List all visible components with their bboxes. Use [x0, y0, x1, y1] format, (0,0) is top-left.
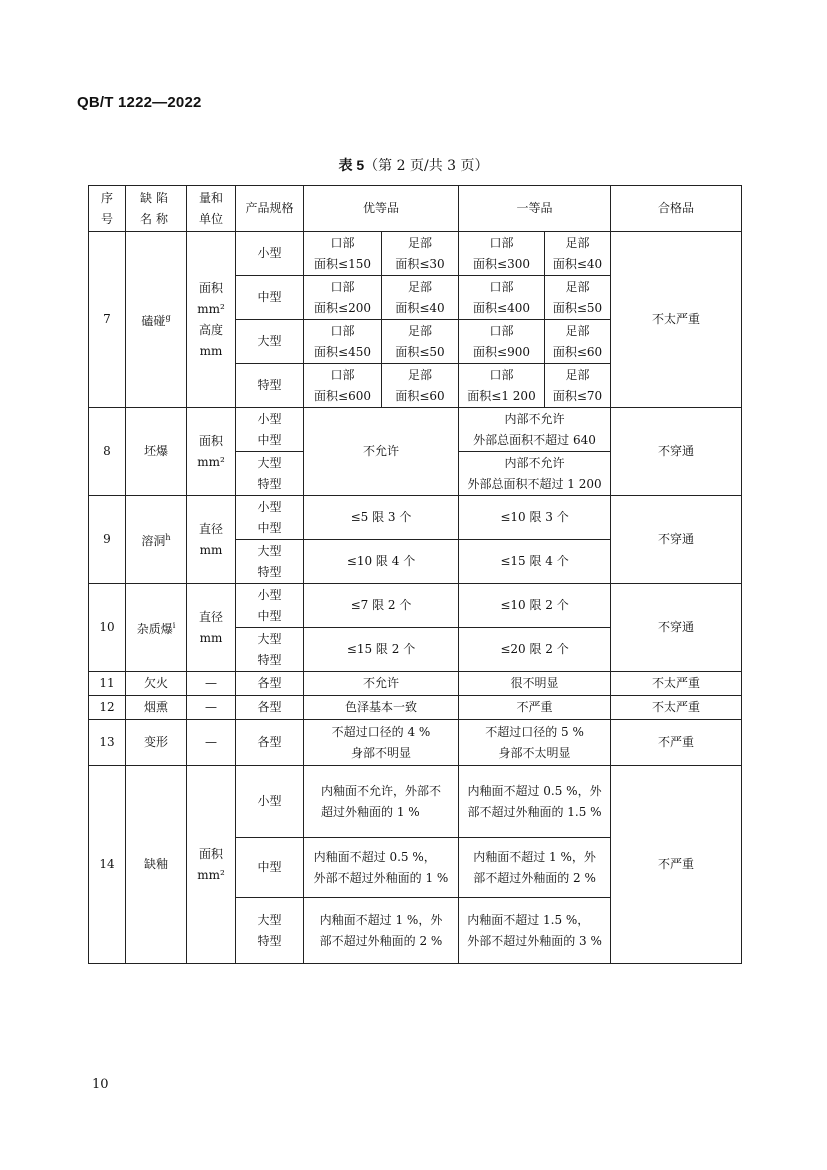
cell-line: 内釉面不超过 1 %，外 [473, 849, 596, 864]
cell-line: 面积≤450 [314, 344, 371, 359]
cell-line: 不超过口径的 4 % [331, 724, 431, 739]
row10-name-note: i [172, 621, 176, 630]
row13-seq: 13 [89, 720, 126, 766]
row10-unit [187, 584, 236, 672]
row14-unit [187, 766, 236, 964]
cell-line: 直径 [198, 609, 223, 624]
row14-medium-superior [304, 838, 459, 898]
cell-line: 足部 [408, 323, 433, 338]
row9-name-note: h [165, 533, 171, 542]
cell-line: 小型 [257, 587, 282, 602]
cell-line: 口部 [330, 323, 355, 338]
row10-superior-a: ≤7 限 2 个 [304, 584, 459, 628]
cell-line: 大型 [257, 543, 282, 558]
row7-spec-medium: 中型 [236, 276, 304, 320]
row14-name: 缺釉 [126, 766, 187, 964]
cell-line: 面积≤50 [395, 344, 445, 359]
row7-spec-large: 大型 [236, 320, 304, 364]
table-caption-page-info: （第 2 页/共 3 页） [364, 158, 489, 174]
cell-line: 特型 [257, 476, 282, 491]
cell-line: 外部总面积不超过 640 [473, 432, 596, 447]
row9-spec-a [236, 496, 304, 540]
row10-superior-b: ≤15 限 2 个 [304, 628, 459, 672]
header-first-class: 一等品 [459, 186, 611, 232]
cell-line: 口部 [489, 323, 514, 338]
cell-line: 内部不允许 [504, 411, 565, 426]
cell-line: 口部 [489, 367, 514, 382]
row14-large-superior [304, 898, 459, 964]
cell-line: mm² [197, 867, 225, 882]
cell-line: 直径 [198, 521, 223, 536]
cell-line: 特型 [257, 564, 282, 579]
row14-medium-first [459, 838, 611, 898]
row14-spec-small: 小型 [236, 766, 304, 838]
cell-line: 足部 [565, 323, 590, 338]
cell-line: 外部总面积不超过 1 200 [467, 476, 602, 491]
row7-medium-first-foot [545, 276, 611, 320]
cell-line: 面积≤400 [473, 300, 530, 315]
row7-name-note: g [165, 313, 171, 322]
table-row [89, 584, 742, 628]
cell-line: 身部不太明显 [498, 745, 571, 760]
cell-line: 面积≤40 [395, 300, 445, 315]
cell-line: 足部 [408, 279, 433, 294]
row11-name: 欠火 [126, 672, 187, 696]
row11-superior: 不允许 [304, 672, 459, 696]
row14-qualified: 不严重 [611, 766, 742, 964]
row10-spec-b [236, 628, 304, 672]
table-row [89, 496, 742, 540]
row7-spec-small: 小型 [236, 232, 304, 276]
row8-name: 坯爆 [126, 408, 187, 496]
row10-first-a: ≤10 限 2 个 [459, 584, 611, 628]
row8-superior: 不允许 [304, 408, 459, 496]
cell-line: 口部 [330, 279, 355, 294]
row7-name-text: 磕碰 [141, 314, 166, 328]
row7-unit-l2: mm² [197, 301, 225, 316]
cell-line: 口部 [330, 235, 355, 250]
cell-line: 面积≤300 [473, 256, 530, 271]
row12-unit: — [187, 696, 236, 720]
row7-special-sup-foot [382, 364, 459, 408]
row10-seq: 10 [89, 584, 126, 672]
cell-line: 面积≤60 [395, 388, 445, 403]
cell-line: 面积≤1 200 [467, 388, 536, 403]
row11-qualified: 不太严重 [611, 672, 742, 696]
row7-medium-sup-foot [382, 276, 459, 320]
table-caption [0, 155, 827, 175]
cell-line: mm² [197, 454, 225, 469]
row7-large-first-mouth [459, 320, 545, 364]
cell-line: 面积≤40 [552, 256, 603, 271]
row14-spec-large [236, 898, 304, 964]
cell-line: 部不超过外釉面的 1.5 % [467, 804, 602, 819]
row8-spec-b [236, 452, 304, 496]
row14-small-first [459, 766, 611, 838]
row7-unit-l1: 面积 [198, 280, 223, 295]
table-row [89, 720, 742, 766]
row7-unit-l3: 高度 [198, 322, 223, 337]
row7-small-sup-foot [382, 232, 459, 276]
cell-line: 足部 [408, 367, 433, 382]
row13-superior [304, 720, 459, 766]
header-seq: 序号 [89, 186, 126, 232]
row13-unit: — [187, 720, 236, 766]
row7-unit [187, 232, 236, 408]
row10-name-text: 杂质爆 [136, 622, 173, 636]
row12-qualified: 不太严重 [611, 696, 742, 720]
cell-line: 部不超过外釉面的 2 % [473, 870, 596, 885]
cell-line: 内釉面不超过 1 %，外 [319, 912, 443, 927]
row9-spec-b [236, 540, 304, 584]
row7-special-first-foot [545, 364, 611, 408]
header-defect-name: 缺陷名称 [126, 186, 187, 232]
row10-first-b: ≤20 限 2 个 [459, 628, 611, 672]
cell-line: 足部 [408, 235, 433, 250]
row7-medium-sup-mouth [304, 276, 382, 320]
row7-unit-l4: mm [199, 343, 223, 358]
cell-line: 面积≤50 [552, 300, 603, 315]
table-row [89, 696, 742, 720]
row10-spec-a [236, 584, 304, 628]
row13-qualified: 不严重 [611, 720, 742, 766]
row12-superior: 色泽基本一致 [304, 696, 459, 720]
standard-code: QB/T 1222—2022 [77, 94, 202, 111]
cell-line: 部不超过外釉面的 2 % [319, 933, 443, 948]
cell-line: 中型 [257, 520, 282, 535]
cell-line: 特型 [257, 652, 282, 667]
row14-small-superior [304, 766, 459, 838]
row7-name [126, 232, 187, 408]
row8-unit [187, 408, 236, 496]
defect-spec-table [88, 185, 742, 964]
cell-line: 中型 [257, 608, 282, 623]
cell-line: 面积 [198, 433, 223, 448]
cell-line: 不超过口径的 5 % [485, 724, 584, 739]
cell-line: 身部不明显 [351, 745, 412, 760]
row9-superior-b: ≤10 限 4 个 [304, 540, 459, 584]
row8-qualified: 不穿通 [611, 408, 742, 496]
table-row [89, 408, 742, 452]
header-unit: 量和单位 [187, 186, 236, 232]
cell-line: 特型 [257, 933, 282, 948]
cell-line: 大型 [257, 912, 282, 927]
row9-name-text: 溶洞 [141, 534, 166, 548]
row11-seq: 11 [89, 672, 126, 696]
row9-seq: 9 [89, 496, 126, 584]
row9-superior-a: ≤5 限 3 个 [304, 496, 459, 540]
row8-spec-a [236, 408, 304, 452]
cell-line: 面积≤60 [552, 344, 603, 359]
row7-small-first-mouth [459, 232, 545, 276]
row7-large-sup-foot [382, 320, 459, 364]
cell-line: 超过外釉面的 1 % [321, 804, 420, 819]
cell-line: 内釉面不超过 0.5 %，外 [467, 783, 602, 798]
row14-large-first [459, 898, 611, 964]
row12-name: 烟熏 [126, 696, 187, 720]
cell-line: 大型 [257, 455, 282, 470]
cell-line: 口部 [330, 367, 355, 382]
cell-line: 面积≤900 [473, 344, 530, 359]
row14-seq: 14 [89, 766, 126, 964]
cell-line: 足部 [565, 235, 590, 250]
table-row [89, 232, 742, 276]
cell-line: 外部不超过外釉面的 1 % [313, 870, 449, 885]
table-row [89, 672, 742, 696]
cell-line: 足部 [565, 279, 590, 294]
cell-line: 小型 [257, 411, 282, 426]
row14-spec-medium: 中型 [236, 838, 304, 898]
row10-name [126, 584, 187, 672]
row12-seq: 12 [89, 696, 126, 720]
row12-first: 不严重 [459, 696, 611, 720]
cell-line: 内釉面不允许，外部不 [321, 783, 442, 798]
cell-line: 内釉面不超过 0.5 %， [313, 849, 436, 864]
cell-line: 面积≤30 [395, 256, 445, 271]
row11-spec: 各型 [236, 672, 304, 696]
row13-name: 变形 [126, 720, 187, 766]
row7-qualified: 不太严重 [611, 232, 742, 408]
row7-special-sup-mouth [304, 364, 382, 408]
cell-line: mm [199, 542, 223, 557]
row11-unit: — [187, 672, 236, 696]
cell-line: 大型 [257, 631, 282, 646]
row7-small-sup-mouth [304, 232, 382, 276]
row7-spec-special: 特型 [236, 364, 304, 408]
row13-first [459, 720, 611, 766]
cell-line: 面积 [198, 846, 223, 861]
cell-line: 中型 [257, 432, 282, 447]
cell-line: 小型 [257, 499, 282, 514]
page-number: 10 [92, 1077, 109, 1092]
cell-line: 面积≤600 [314, 388, 371, 403]
table-caption-number: 表 5 [338, 157, 365, 173]
cell-line: 足部 [565, 367, 590, 382]
row11-first: 很不明显 [459, 672, 611, 696]
row9-qualified: 不穿通 [611, 496, 742, 584]
table-header-row [89, 186, 742, 232]
row7-large-first-foot [545, 320, 611, 364]
row7-seq: 7 [89, 232, 126, 408]
cell-line: 外部不超过外釉面的 3 % [467, 933, 602, 948]
row9-name [126, 496, 187, 584]
row9-first-a: ≤10 限 3 个 [459, 496, 611, 540]
row10-qualified: 不穿通 [611, 584, 742, 672]
row8-seq: 8 [89, 408, 126, 496]
header-spec: 产品规格 [236, 186, 304, 232]
row8-first-a [459, 408, 611, 452]
row7-small-first-foot [545, 232, 611, 276]
cell-line: 内釉面不超过 1.5 %， [467, 912, 590, 927]
row9-first-b: ≤15 限 4 个 [459, 540, 611, 584]
row7-medium-first-mouth [459, 276, 545, 320]
cell-line: 口部 [489, 279, 514, 294]
cell-line: mm [199, 630, 223, 645]
table-row [89, 766, 742, 838]
header-superior: 优等品 [304, 186, 459, 232]
row7-large-sup-mouth [304, 320, 382, 364]
cell-line: 口部 [489, 235, 514, 250]
row12-spec: 各型 [236, 696, 304, 720]
cell-line: 面积≤200 [314, 300, 371, 315]
cell-line: 面积≤70 [552, 388, 603, 403]
row7-special-first-mouth [459, 364, 545, 408]
row9-unit [187, 496, 236, 584]
cell-line: 内部不允许 [504, 455, 565, 470]
row13-spec: 各型 [236, 720, 304, 766]
header-qualified: 合格品 [611, 186, 742, 232]
row8-first-b [459, 452, 611, 496]
cell-line: 面积≤150 [314, 256, 371, 271]
